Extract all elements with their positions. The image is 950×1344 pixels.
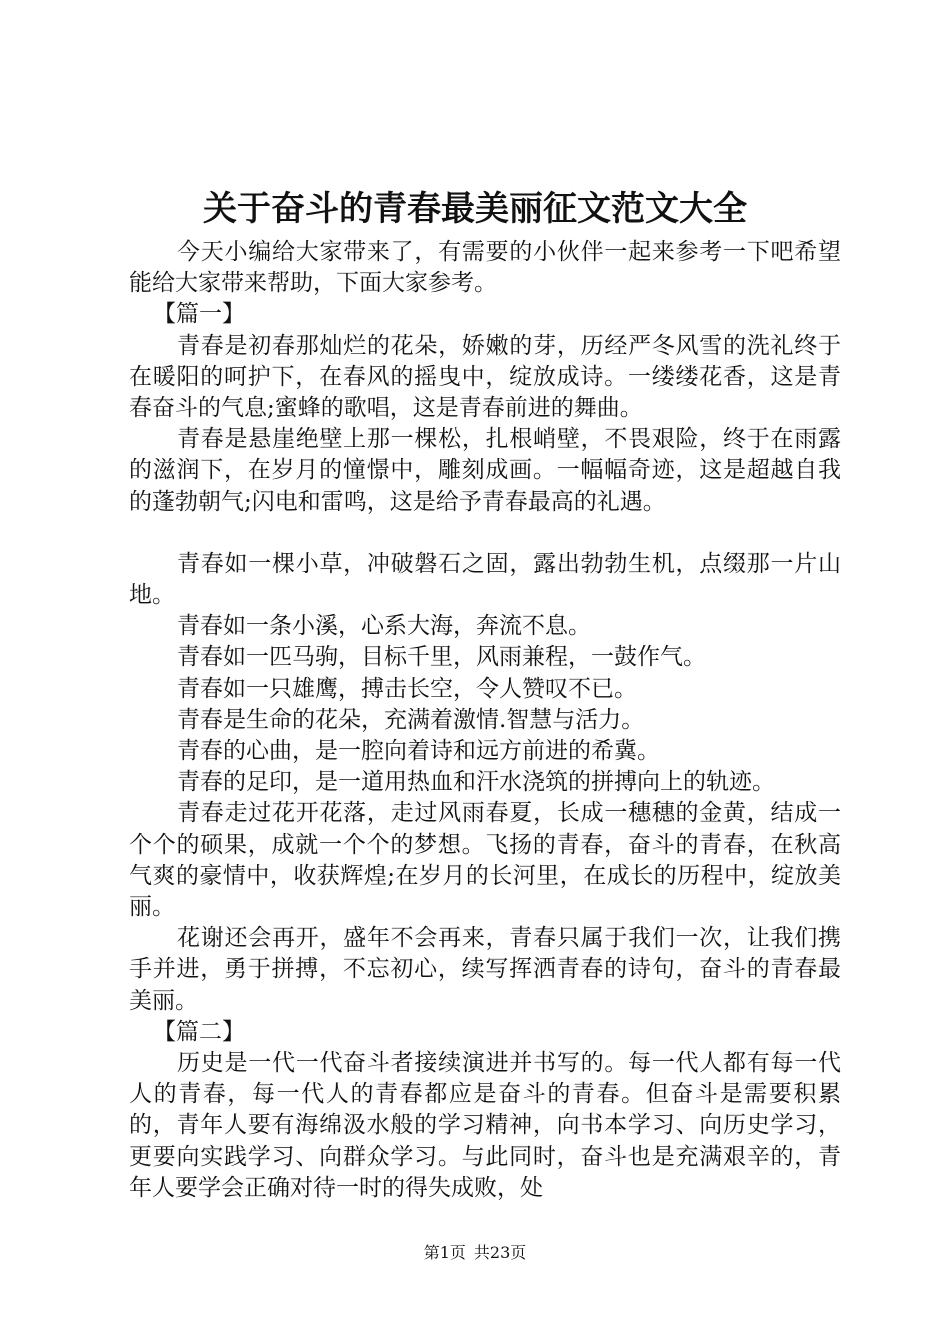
body-paragraph: 青春如一条小溪，心系大海，奔流不息。 xyxy=(177,613,591,640)
document-body xyxy=(129,237,841,1204)
document-title: 关于奋斗的青春最美丽征文范文大全 xyxy=(203,189,747,229)
body-paragraph: 青春走过花开花落，走过风雨春夏，长成一穗穗的金黄，结成一个个的硕果，成就一个个的梦想。飞扬的青春，奋斗的青春，在秋高气爽的豪情中，收获辉煌;在岁月的长河里，在成长的历程中，绽放美丽。 xyxy=(129,800,841,921)
body-paragraph: 青春是初春那灿烂的花朵，娇嫩的芽，历经严冬风雪的洗礼终于在暖阳的呵护下，在春风的摇曳中，绽放成诗。一缕缕花香，这是青春奋斗的气息;蜜蜂的歌唱，这是青春前进的舞曲。 xyxy=(129,332,841,422)
body-paragraph: 青春如一只雄鹰，搏击长空，令人赞叹不已。 xyxy=(177,675,637,702)
body-paragraph: 青春的足印，是一道用热血和汗水浇筑的拼搏向上的轨迹。 xyxy=(177,769,775,796)
body-paragraph: 青春是生命的花朵，充满着激情.智慧与活力。 xyxy=(177,706,645,733)
body-paragraph: 青春是悬崖绝壁上那一棵松，扎根峭壁，不畏艰险，终于在雨露的滋润下，在岁月的憧憬中，雕刻成画。一幅幅奇迹，这是超越自我的蓬勃朝气;闪电和雷鸣，这是给予青春最高的礼遇。 xyxy=(129,426,841,515)
body-paragraph: 花谢还会再开，盛年不会再来，青春只属于我们一次，让我们携手并进，勇于拼搏，不忘初心，续写挥洒青春的诗句，奋斗的青春最美丽。 xyxy=(129,925,841,1014)
intro-paragraph: 今天小编给大家带来了，有需要的小伙伴一起来参考一下吧希望能给大家带来帮助，下面大家参考。 xyxy=(129,239,841,297)
body-paragraph: 历史是一代一代奋斗者接续演进并书写的。每一代人都有每一代人的青春，每一代人的青春都应是奋斗的青春。但奋斗是需要积累的，青年人要有海绵汲水般的学习精神，向书本学习、向历史学习，更要向实践学习、向群众学习。与此同时，奋斗也是充满艰辛的，青年人要学会正确对待一时的得失成败，处 xyxy=(129,1050,841,1201)
body-paragraph: 青春如一匹马驹，目标千里，风雨兼程，一鼓作气。 xyxy=(177,644,706,671)
body-paragraph: 青春的心曲，是一腔向着诗和远方前进的希冀。 xyxy=(177,738,660,765)
page-total: 共23页 xyxy=(473,1243,527,1262)
section-heading-2: 【篇二】 xyxy=(153,1018,245,1045)
page-number: 第1页 xyxy=(423,1243,466,1262)
body-paragraph: 青春如一棵小草，冲破磐石之固，露出勃勃生机，点缀那一片山地。 xyxy=(129,550,841,609)
section-heading-1: 【篇一】 xyxy=(153,301,245,328)
page-footer xyxy=(0,1242,950,1264)
